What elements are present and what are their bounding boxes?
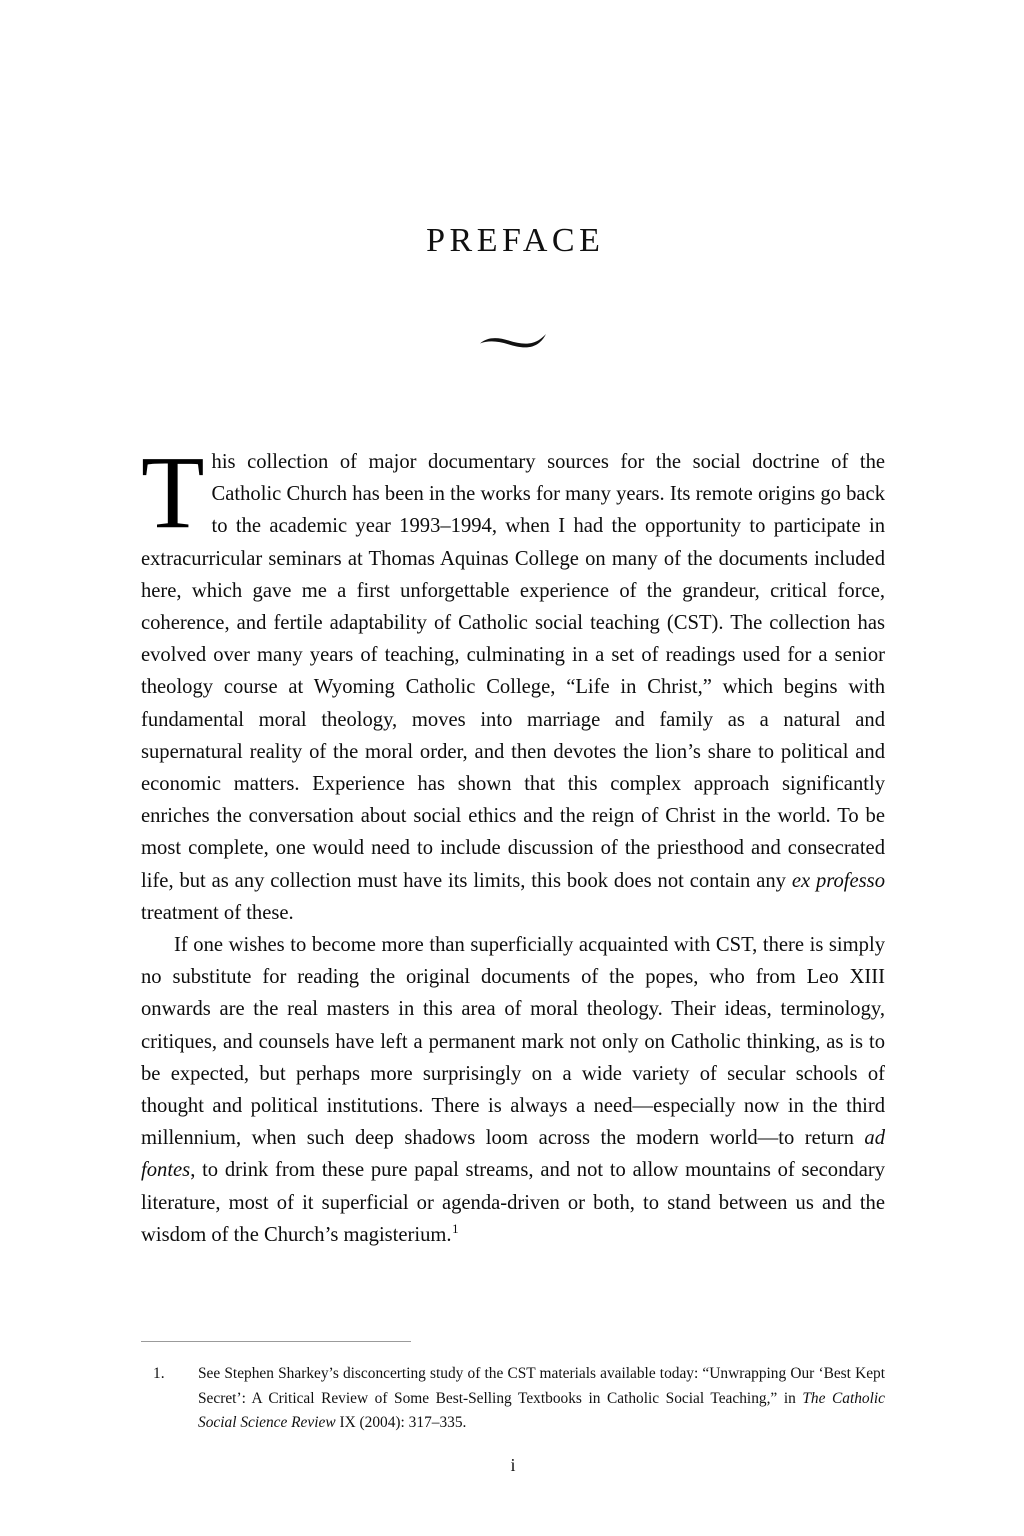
paragraph-2-text-part-2: , to drink from these pure papal streams, and not to allow mountains of secondary literature, most of it superficial or agenda-driven or both, to stand between us and the wisdom of the Church’s magisterium.: [141, 1159, 885, 1246]
page-title: PREFACE: [426, 221, 605, 259]
preface-body: [141, 435, 885, 1251]
footnote-text-part-2: IX (2004): 317–335.: [335, 1414, 467, 1431]
footnote-text-part-1: See Stephen Sharkey’s disconcerting study of the CST materials available today: “Unwrapping Our ‘Best Kept Secret’: A Critical Review of Some Best-Selling Textbooks in Catholic Social Teaching,” in: [198, 1365, 885, 1407]
footnote-item: [141, 1362, 885, 1436]
paragraph-1: [141, 435, 885, 929]
footnote-separator-rule: [141, 1341, 411, 1342]
footnote-area: [141, 1362, 885, 1436]
footnote-number: 1.: [153, 1365, 165, 1382]
paragraph-2: [141, 929, 885, 1251]
paragraph-2-text-part-1: If one wishes to become more than superficially acquainted with CST, there is simply no substitute for reading the original documents of the popes, who from Leo XIII onwards are the real masters in this area of moral theology. Their ideas, terminology, critiques, and counsels have left a permanent mark not only on Catholic thinking, as is to be expected, but perhaps more surprisingly on a wide variety of secular schools of thought and political institutions. There is always a need—especially now in the third millennium, when such deep shadows loom across the modern world—to return: [141, 934, 885, 1150]
footnote-italic-title: The Catholic Social Science Review: [198, 1389, 885, 1431]
paragraph-1-italic-phrase: ex professo: [791, 869, 885, 892]
paragraph-2-italic-phrase: ad fontes: [141, 1127, 885, 1182]
drop-cap-letter: T: [141, 435, 205, 550]
footnote-reference-1[interactable]: 1: [452, 1221, 459, 1236]
paragraph-1-text-part-1: his collection of major documentary sources for the social doctrine of the Catholic Church has been in the works for many years. Its remote origins go back to the academic year 1993–1994, when I had the opportunity to participate in extracurricular seminars at Thomas Aquinas College on many of the documents included here, which gave me a first unforgettable experience of the grandeur, critical force, coherence, and fertile adaptability of Catholic social teaching (CST). The collection has evolved over many years of teaching, culminating in a set of readings used for a senior theology course at Wyoming Catholic College, “Life in Christ,” which begins with fundamental moral theology, moves into marriage and family as a natural and supernatural reality of the moral order, and then devotes the lion’s share to political and economic matters. Experience has shown that this complex approach significantly enriches the conversation about social ethics and the reign of Christ in the world. To be most complete, one would need to include discussion of the priesthood and consecrated life, but as any collection must have its limits, this book does not contain any: [141, 451, 885, 892]
page-number: i: [510, 1455, 516, 1475]
paragraph-1-text-part-2: treatment of these.: [141, 901, 294, 924]
swash-tilde-ornament: [141, 318, 885, 364]
